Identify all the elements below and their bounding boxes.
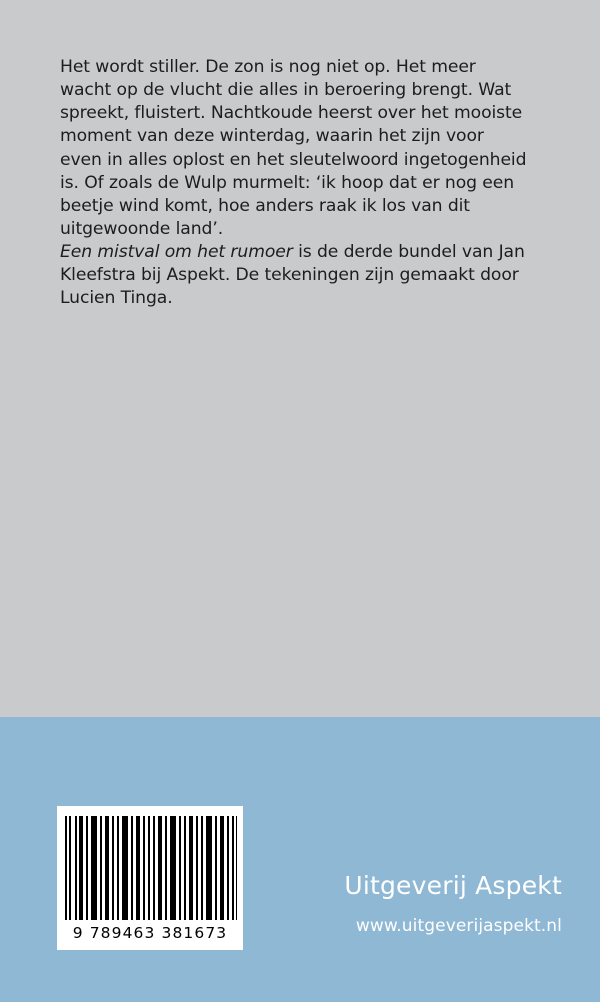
barcode-bars — [65, 816, 237, 920]
blurb-paragraph-2-rest: is de derde bundel van Jan Kleefstra bij Aspekt. De tekeningen zijn gemaakt door Lucien Tinga. — [60, 242, 525, 309]
blurb-text-block — [60, 56, 530, 310]
barcode-digits: 9 789463 381673 — [72, 924, 228, 942]
publisher-url: www.uitgeverijaspekt.nl — [355, 916, 562, 936]
book-title-italic: Een mistval om het rumoer — [60, 242, 293, 262]
blurb-paragraph-1: Het wordt stiller. De zon is nog niet op. Het meer wacht op de vlucht die alles in beroering brengt. Wat spreekt, fluistert. Nachtkoude heerst over het mooiste moment van deze winterdag, waarin het zijn voor even in alles oplost en het sleutelwoord ingetogenheid is. Of zoals de Wulp murmelt: ‘ik hoop dat er nog een beetje wind komt, hoe anders raak ik los van dit uitgewoonde land’. — [60, 57, 527, 239]
blurb-paragraph-2 — [60, 241, 530, 310]
publisher-name: Uitgeverij Aspekt — [344, 871, 562, 900]
barcode — [57, 806, 243, 950]
